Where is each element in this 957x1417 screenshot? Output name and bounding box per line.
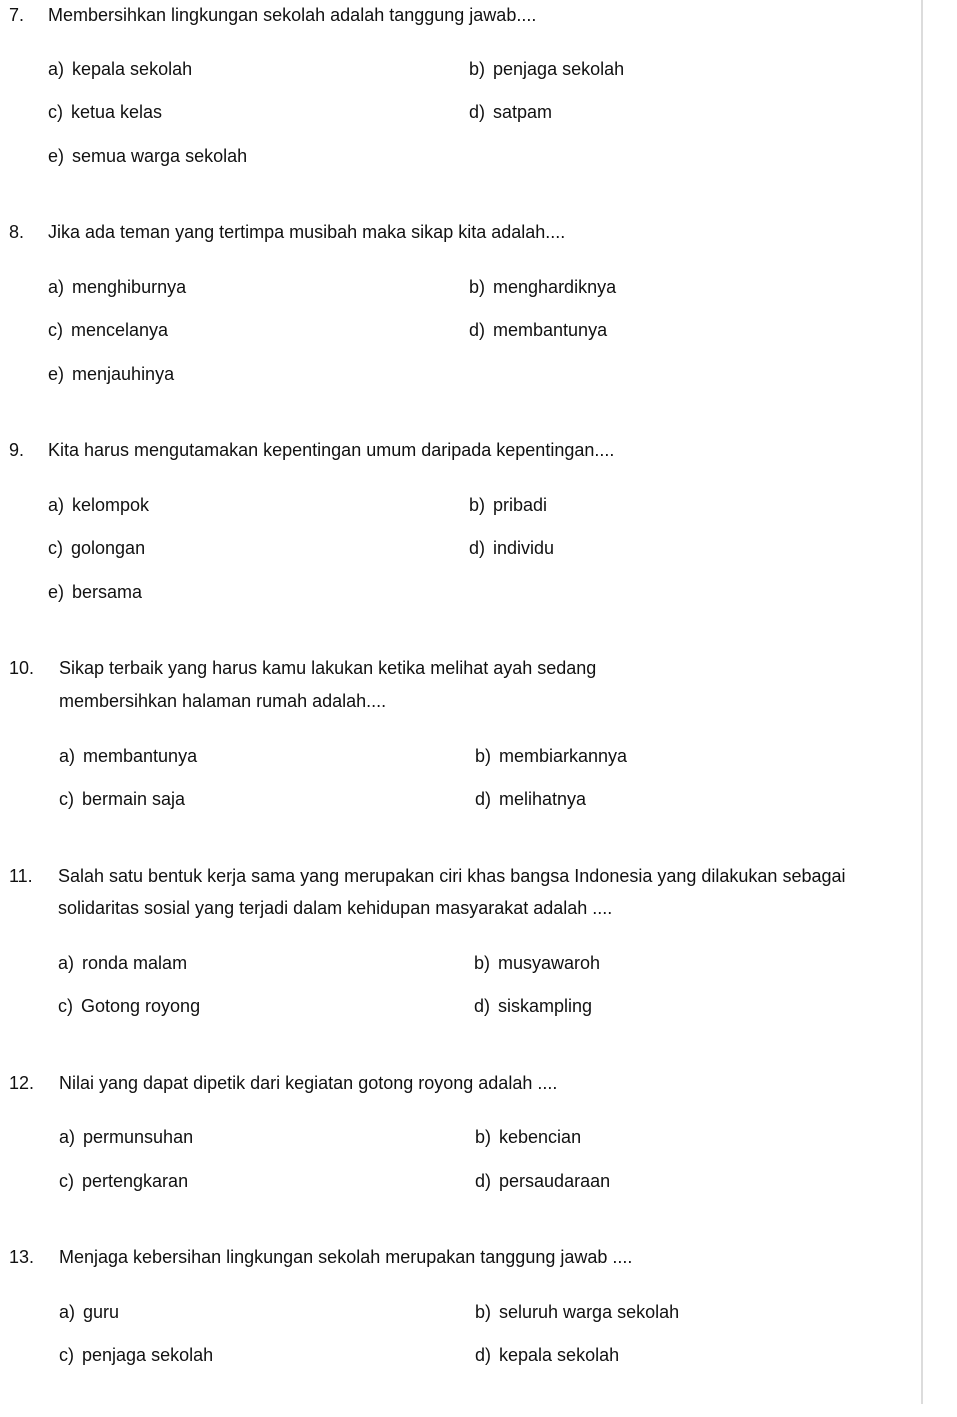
option-d[interactable]: d) kepala sekolah [475,1345,620,1365]
option-c[interactable]: c) pertengkaran [59,1171,189,1191]
option-d[interactable]: d) melihatnya [475,789,587,809]
option-a[interactable]: a) kelompok [48,495,150,515]
option-c[interactable]: c) bermain saja [59,789,186,809]
option-b[interactable]: b) kebencian [475,1127,582,1147]
option-e[interactable]: e) semua warga sekolah [48,146,248,166]
option-a[interactable]: a) ronda malam [58,953,188,973]
option-c[interactable]: c) penjaga sekolah [59,1345,214,1365]
option-a[interactable]: a) permunsuhan [59,1127,194,1147]
option-b[interactable]: b) menghardiknya [469,277,617,297]
option-d[interactable]: d) persaudaraan [475,1171,611,1191]
option-b[interactable]: b) pribadi [469,495,548,515]
question-number: 7. [9,5,25,25]
option-c[interactable]: c) mencelanya [48,320,169,340]
question-text-line-2: solidaritas sosial yang terjadi dalam kehidupan masyarakat adalah .... [58,898,613,918]
question-text: Kita harus mengutamakan kepentingan umum daripada kepentingan.... [48,440,615,460]
question-text-line-1: Sikap terbaik yang harus kamu lakukan ketika melihat ayah sedang [59,658,597,678]
question-number: 9. [9,440,25,460]
option-e[interactable]: e) menjauhinya [48,364,175,384]
option-e[interactable]: e) bersama [48,582,143,602]
question-text: Menjaga kebersihan lingkungan sekolah merupakan tanggung jawab .... [59,1247,633,1267]
option-b[interactable]: b) musyawaroh [474,953,601,973]
option-a[interactable]: a) kepala sekolah [48,59,193,79]
option-d[interactable]: d) individu [469,538,555,558]
option-a[interactable]: a) guru [59,1302,120,1322]
option-a[interactable]: a) membantunya [59,746,198,766]
question-text: Jika ada teman yang tertimpa musibah maka sikap kita adalah.... [48,222,566,242]
option-d[interactable]: d) membantunya [469,320,608,340]
question-number: 13. [9,1247,35,1267]
question-number: 12. [9,1073,35,1093]
question-text-line-2: membersihkan halaman rumah adalah.... [59,691,387,711]
option-a[interactable]: a) menghiburnya [48,277,187,297]
option-d[interactable]: d) satpam [469,102,553,122]
option-c[interactable]: c) Gotong royong [58,996,201,1016]
page-edge-divider [921,0,923,1404]
option-c[interactable]: c) ketua kelas [48,102,163,122]
option-c[interactable]: c) golongan [48,538,146,558]
option-d[interactable]: d) siskampling [474,996,593,1016]
option-b[interactable]: b) membiarkannya [475,746,628,766]
question-number: 8. [9,222,25,242]
question-text: Membersihkan lingkungan sekolah adalah tanggung jawab.... [48,5,537,25]
option-b[interactable]: b) penjaga sekolah [469,59,625,79]
question-text-line-1: Salah satu bentuk kerja sama yang merupakan ciri khas bangsa Indonesia yang dilakukan sebagai [58,866,846,886]
question-number: 10. [9,658,35,678]
question-number: 11. [9,866,33,886]
question-text: Nilai yang dapat dipetik dari kegiatan gotong royong adalah .... [59,1073,558,1093]
option-b[interactable]: b) seluruh warga sekolah [475,1302,680,1322]
